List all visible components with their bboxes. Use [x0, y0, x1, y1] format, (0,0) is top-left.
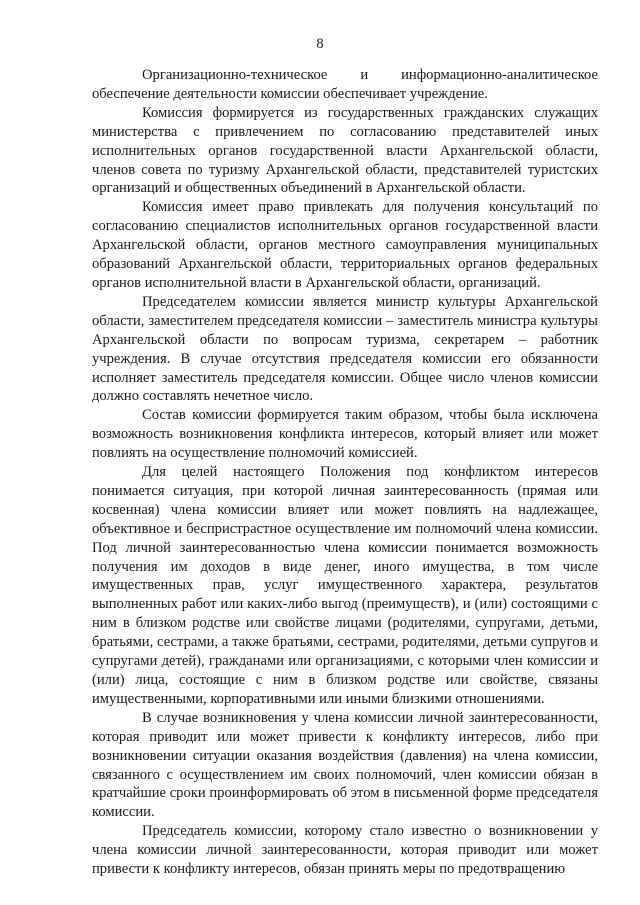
paragraph: Комиссия формируется из государственных гражданских служащих министерства с привлечением по согласованию представителей иных исполнительных органов государственной власти Архангельской области, членов совета по туризму Архангельской области, представителей туристских организаций и общественных объединений в Архангельской области.: [92, 104, 598, 197]
document-body: [92, 66, 598, 879]
paragraph: Для целей настоящего Положения под конфликтом интересов понимается ситуация, при которой личная заинтересованность (прямая или косвенная) члена комиссии влияет или может повлиять на надлежащее, объективное и беспристрастное осуществление им полномочий члена комиссии. Под личной заинтересованностью члена комиссии понимается возможность получения им доходов в виде денег, иного имущества, в том числе имущественных прав, услуг имущественного характера, результатов выполненных работ или каких-либо выгод (преимуществ), и (или) состоящими с ним в близком родстве или свойстве лицами (родителями, супругами, детьми, братьями, сестрами, а также братьями, сестрами, родителями, детьми супругов и супругами детей), гражданами или организациями, с которыми член комиссии и (или) лица, состоящие с ним в близком родстве или свойстве, связаны имущественными, корпоративными или иными близкими отношениями.: [92, 464, 598, 707]
paragraph: Председателем комиссии является министр культуры Архангельской области, заместителем председателя комиссии – заместитель министра культуры Архангельской области по вопросам туризма, секретарем – работник учреждения. В случае отсутствия председателя комиссии его обязанности исполняет заместитель председателя комиссии. Общее число членов комиссии должно составлять нечетное число.: [92, 293, 598, 405]
paragraph: Организационно-техническое и информационно-аналитическое обеспечение деятельности комиссии обеспечивает учреждение.: [92, 67, 598, 102]
paragraph: Состав комиссии формируется таким образом, чтобы была исключена возможность возникновения конфликта интересов, который влияет или может повлиять на осуществление полномочий комиссией.: [92, 407, 598, 462]
paragraph: Комиссия имеет право привлекать для получения консультаций по согласованию специалистов исполнительных органов государственной власти Архангельской области, органов местного самоуправления муниципальных образований Архангельской области, территориальных органов федеральных органов исполнительной власти в Архангельской области, организаций.: [92, 199, 598, 291]
paragraph: В случае возникновения у члена комиссии личной заинтересованности, которая приводит или может привести к конфликту интересов, либо при возникновении ситуации оказания воздействия (давления) на члена комиссии, связанного с осуществлением им своих полномочий, член комиссии обязан в кратчайшие сроки проинформировать об этом в письменной форме председателя комиссии.: [92, 709, 598, 821]
paragraph: Председатель комиссии, которому стало известно о возникновении у члена комиссии личной заинтересованности, которая приводит или может привести к конфликту интересов, обязан принять меры по предотвращению: [92, 823, 598, 878]
page-number: 8: [316, 36, 324, 52]
